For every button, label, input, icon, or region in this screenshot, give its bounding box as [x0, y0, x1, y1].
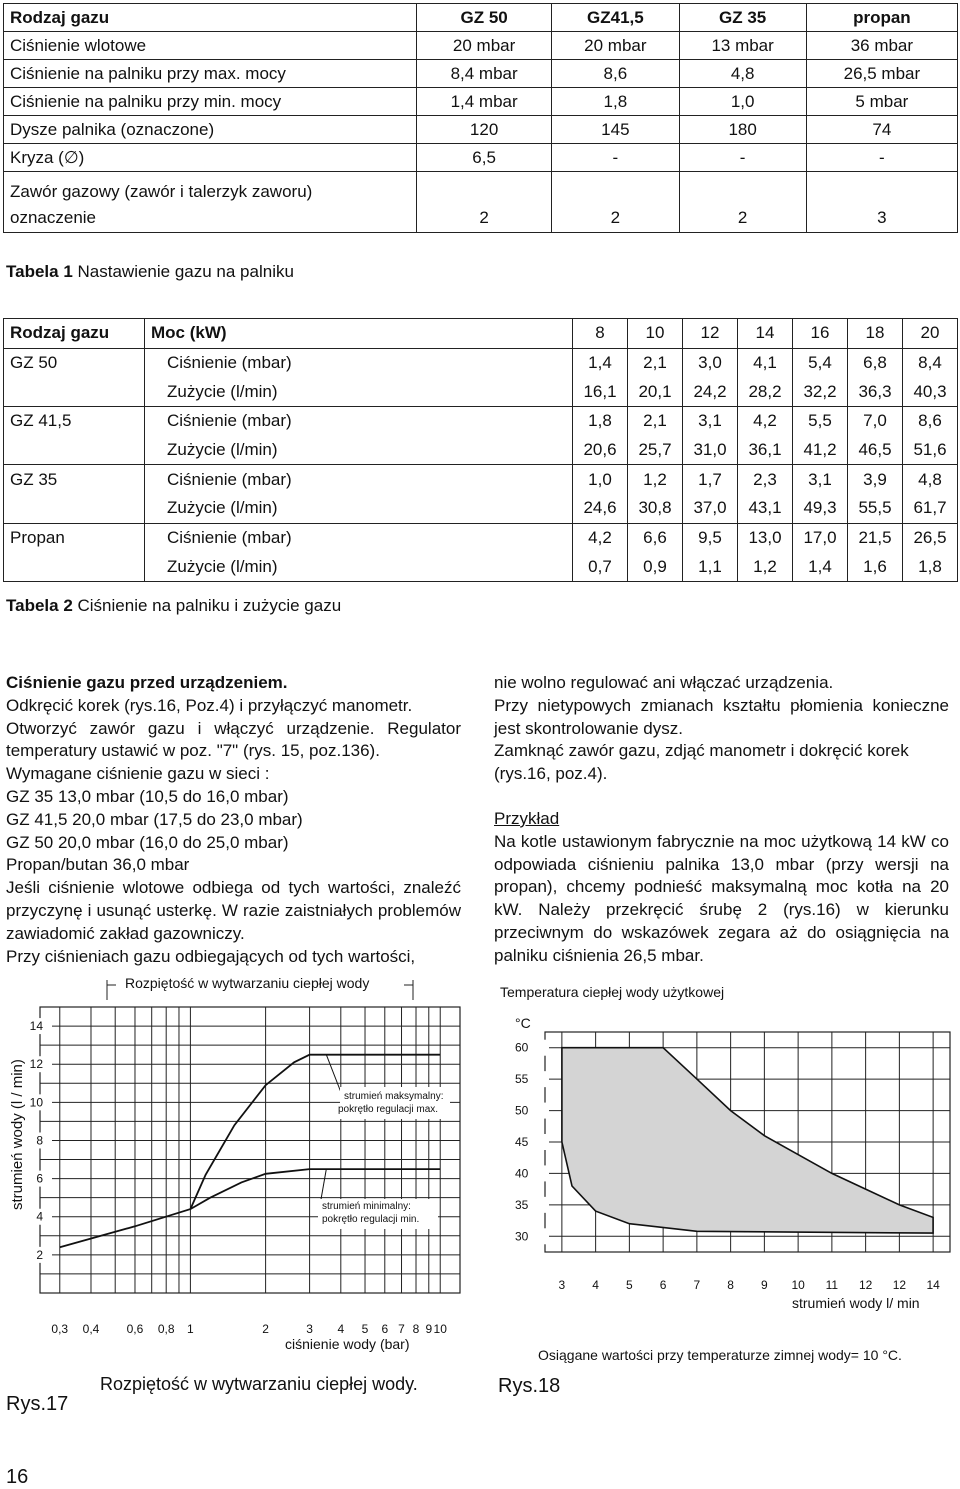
y-tick-label: 12	[29, 1057, 43, 1072]
table-cell: 4,8	[679, 60, 806, 88]
power-header: 8	[573, 319, 628, 349]
empty-cell	[4, 494, 145, 523]
table-cell: 37,0	[683, 494, 738, 523]
chart-title: Rozpiętość w wytwarzaniu ciepłej wody	[125, 975, 370, 991]
paragraph: Przy nietypowych zmianach kształtu płomienia konieczne jest skontrolowanie dysz.	[494, 695, 949, 738]
x-tick-label: 10	[433, 1322, 447, 1336]
table-cell: 3,1	[683, 407, 738, 436]
x-tick-label: 5	[626, 1278, 633, 1292]
table-cell: 2	[679, 172, 806, 233]
paragraph: nie wolno regulować ani włączać urządzenia.	[494, 673, 834, 692]
y-tick-label: 8	[36, 1133, 43, 1148]
temperature-range-area	[562, 1048, 933, 1233]
page-number: 16	[6, 1466, 29, 1488]
paragraph: GZ 35 13,0 mbar (10,5 do 16,0 mbar)	[6, 786, 289, 806]
gas-settings-table	[3, 3, 958, 233]
example-heading: Przykład	[494, 808, 560, 828]
table-cell: 36,1	[738, 436, 793, 465]
x-tick-label: 7	[398, 1322, 405, 1336]
table-cell: 46,5	[848, 436, 903, 465]
table-row	[4, 60, 958, 88]
x-tick-label: 0,4	[82, 1322, 100, 1336]
x-tick-label: 3	[558, 1278, 566, 1292]
y-tick-label: 35	[515, 1197, 529, 1212]
table-cell: 24,2	[683, 377, 738, 406]
row-label: Ciśnienie (mbar)	[167, 353, 292, 373]
paragraph: Odkręcić korek (rys.16, Poz.4) i przyłączyć manometr.	[6, 695, 413, 715]
table-cell: 1,1	[683, 553, 738, 582]
table-cell: 8,6	[552, 60, 679, 88]
row-label: Dysze palnika (oznaczone)	[4, 116, 417, 144]
y-tick-label: 45	[515, 1135, 529, 1149]
caption-label: Tabela 2	[6, 596, 73, 615]
x-tick-label: 14	[926, 1278, 940, 1292]
table-cell: 30,8	[628, 494, 683, 523]
hot-water-temperature-chart	[485, 970, 960, 1370]
x-tick-label: 8	[727, 1278, 734, 1292]
chart-note: Osiągane wartości przy temperaturze zimnej wody= 10 °C.	[538, 1347, 902, 1363]
y-tick-label: 50	[515, 1103, 529, 1118]
table-row	[4, 436, 958, 465]
table-cell: 4,2	[738, 407, 793, 436]
table-cell: 32,2	[793, 377, 848, 406]
table-cell: 20,1	[628, 377, 683, 406]
x-tick-label: 4	[592, 1278, 599, 1292]
table-cell: 0,7	[573, 553, 628, 582]
table-cell: 9,5	[683, 523, 738, 552]
power-header: 12	[683, 319, 738, 349]
column-header: propan	[806, 4, 957, 32]
table-row	[4, 172, 958, 233]
label-leader	[326, 1055, 342, 1095]
empty-cell	[4, 436, 145, 465]
column-header-power: Moc (kW)	[145, 319, 573, 349]
row-label	[4, 172, 417, 233]
x-tick-label: 2	[262, 1322, 269, 1336]
table-cell: 55,5	[848, 494, 903, 523]
x-axis-label: strumień wody l/ min	[792, 1295, 920, 1311]
power-header: 18	[848, 319, 903, 349]
unit-label: °C	[515, 1015, 531, 1031]
caption-label: Tabela 1	[6, 262, 73, 281]
table-cell: 4,1	[738, 348, 793, 377]
column-header: GZ 35	[679, 4, 806, 32]
row-label: Ciśnienie (mbar)	[145, 407, 573, 436]
gas-type-cell: GZ 41,5	[4, 407, 145, 436]
table-cell: 36 mbar	[806, 32, 957, 60]
y-tick-label: 6	[36, 1171, 43, 1186]
paragraph: GZ 41,5 20,0 mbar (17,5 do 23,0 mbar)	[6, 809, 303, 829]
table-cell: 1,7	[683, 465, 738, 494]
text-column-left	[6, 672, 461, 968]
x-tick-label: 7	[693, 1278, 701, 1292]
table-header-row	[4, 4, 958, 32]
table2-caption	[6, 596, 341, 616]
row-label: Ciśnienie wlotowe	[4, 32, 417, 60]
table-cell: 40,3	[903, 377, 958, 406]
x-tick-label: 6	[659, 1278, 667, 1292]
table-cell: 4,2	[573, 523, 628, 552]
table-cell: 8,6	[903, 407, 958, 436]
x-tick-label: 12	[892, 1278, 907, 1292]
paragraph: Przy ciśnieniach gazu odbiegających od tych wartości,	[6, 946, 416, 966]
table-cell: 1,8	[903, 553, 958, 582]
table-cell: 13,0	[738, 523, 793, 552]
table1-caption	[6, 262, 294, 282]
table-row	[4, 348, 958, 377]
x-tick-label: 3	[306, 1322, 313, 1336]
x-tick-label: 4	[337, 1322, 345, 1336]
table-cell: 8,4	[903, 348, 958, 377]
table-header-row	[4, 319, 958, 349]
y-tick-label: 40	[515, 1166, 529, 1181]
table-row	[4, 407, 958, 436]
table-row	[4, 32, 958, 60]
empty-cell	[4, 377, 145, 406]
series-label-max: strumień maksymalny:	[344, 1091, 444, 1102]
row-label: Zużycie (l/min)	[167, 381, 278, 401]
table-cell: 1,8	[552, 88, 679, 116]
table-cell: 26,5	[903, 523, 958, 552]
power-header: 10	[628, 319, 683, 349]
table-cell: 2	[552, 172, 679, 233]
table-cell: -	[806, 144, 957, 172]
table-cell: 8,4 mbar	[417, 60, 552, 88]
table-cell: 7,0	[848, 407, 903, 436]
row-label: Ciśnienie na palniku przy min. mocy	[4, 88, 417, 116]
table-cell: -	[552, 144, 679, 172]
example-text: Na kotle ustawionym fabrycznie na moc użytkową 14 kW co odpowiada ciśnieniu palnika 13,0 mbar (przy wersji na propan), chcemy podnieść maksymalną moc kotła na 20 kW. Należy przekręcić śrubę 2 (rys.16) w kierunku przeciwnym do wskazówek zegara aż do osiągnięcia na palniku ciśnienia 26,5 mbar.	[494, 831, 949, 965]
table-cell: 17,0	[793, 523, 848, 552]
column-header: GZ 50	[417, 4, 552, 32]
table-cell: 13 mbar	[679, 32, 806, 60]
table-cell: 16,1	[573, 377, 628, 406]
table-cell: 3,0	[683, 348, 738, 377]
table-cell: 1,0	[573, 465, 628, 494]
x-tick-label: 11	[825, 1278, 839, 1292]
table-cell: 3,9	[848, 465, 903, 494]
y-tick-label: 14	[29, 1019, 43, 1034]
y-tick-label: 30	[515, 1229, 529, 1244]
gas-type-cell: GZ 35	[4, 465, 145, 494]
text-column-right	[494, 672, 949, 968]
row-label: Zużycie (l/min)	[167, 440, 278, 460]
table-cell: 1,8	[573, 407, 628, 436]
table-cell: 1,4 mbar	[417, 88, 552, 116]
table-row	[4, 116, 958, 144]
y-tick-label: 10	[29, 1095, 43, 1110]
table-cell: 6,5	[417, 144, 552, 172]
table-cell: 21,5	[848, 523, 903, 552]
y-tick-label: 60	[515, 1040, 529, 1055]
gas-type-cell: Propan	[4, 523, 145, 552]
table-row	[4, 377, 958, 406]
table-cell: 1,4	[573, 348, 628, 377]
paragraph: Jeśli ciśnienie wlotowe odbiega od tych wartości, znaleźć przyczynę i usunąć usterkę. W razie zaistniałych problemów zawiadomić zakład gazowniczy.	[6, 878, 461, 943]
table-cell: 2,1	[628, 348, 683, 377]
y-tick-label: 55	[515, 1072, 529, 1087]
table-cell: 20 mbar	[552, 32, 679, 60]
table-cell: 120	[417, 116, 552, 144]
row-label: Zużycie (l/min)	[167, 498, 278, 518]
caption-text: Ciśnienie na palniku i zużycie gazu	[72, 596, 342, 615]
table-row	[4, 553, 958, 582]
table-cell: 49,3	[793, 494, 848, 523]
table-cell: 6,8	[848, 348, 903, 377]
table-row	[4, 144, 958, 172]
table-cell: 43,1	[738, 494, 793, 523]
table-cell: 1,4	[793, 553, 848, 582]
table-cell: 6,6	[628, 523, 683, 552]
row-label: Ciśnienie (mbar)	[145, 465, 573, 494]
column-header: Rodzaj gazu	[4, 4, 417, 32]
row-label: Kryza (∅)	[4, 144, 417, 172]
empty-cell	[4, 553, 145, 582]
table-cell: 3,1	[793, 465, 848, 494]
x-tick-label: 0,8	[157, 1322, 175, 1336]
table-cell: 2,1	[628, 407, 683, 436]
table-cell: 74	[806, 116, 957, 144]
table-cell: 4,8	[903, 465, 958, 494]
x-tick-label: 9	[425, 1322, 433, 1336]
table-cell: 1,2	[628, 465, 683, 494]
series-line-max	[190, 1055, 440, 1209]
caption-text: Nastawienie gazu na palniku	[72, 262, 294, 281]
table-cell: 1,2	[738, 553, 793, 582]
power-header: 14	[738, 319, 793, 349]
row-label-line: Zawór gazowy (zawór i talerzyk zaworu)	[10, 182, 313, 201]
table-cell: 180	[679, 116, 806, 144]
paragraph: Otworzyć zawór gazu i włączyć urządzenie. Regulator temperatury ustawić w poz. "7" (rys. 15, poz.136).	[6, 718, 461, 761]
x-tick-label: 10	[791, 1278, 805, 1292]
table-cell: 28,2	[738, 377, 793, 406]
table-cell: 145	[552, 116, 679, 144]
figure17-caption: Rozpiętość w wytwarzaniu ciepłej wody.	[100, 1374, 418, 1394]
table-cell: 2	[417, 172, 552, 233]
paragraph: Wymagane ciśnienie gazu w sieci :	[6, 764, 270, 784]
table-cell: 20 mbar	[417, 32, 552, 60]
x-tick-label: 0,3	[51, 1322, 69, 1336]
paragraph: Zamknąć zawór gazu, zdjąć manometr i dokręcić korek (rys.16, poz.4).	[494, 741, 909, 784]
table-cell: 1,6	[848, 553, 903, 582]
water-flow-range-chart	[0, 965, 475, 1365]
figure17-label: Rys.17	[6, 1393, 69, 1415]
plot-frame	[40, 1007, 460, 1293]
table-cell: 25,7	[628, 436, 683, 465]
pressure-consumption-table	[3, 318, 958, 582]
row-label: Ciśnienie (mbar)	[145, 523, 573, 552]
figure18-label: Rys.18	[498, 1375, 561, 1397]
table-cell: 61,7	[903, 494, 958, 523]
table-row	[4, 494, 958, 523]
table-cell: 5,5	[793, 407, 848, 436]
table-cell: 20,6	[573, 436, 628, 465]
table-row	[4, 88, 958, 116]
table-row	[4, 523, 958, 552]
paragraph: GZ 50 20,0 mbar (16,0 do 25,0 mbar)	[6, 832, 289, 852]
table-cell: 2,3	[738, 465, 793, 494]
x-tick-label: 6	[381, 1322, 389, 1336]
table-cell: 5 mbar	[806, 88, 957, 116]
table-row	[4, 465, 958, 494]
table-cell: 3	[806, 172, 957, 233]
y-axis-label: strumień wody (l / min)	[9, 1059, 26, 1210]
section-heading: Ciśnienie gazu przed urządzeniem.	[6, 673, 288, 692]
y-tick-label: 4	[36, 1209, 43, 1224]
row-label-line: oznaczenie	[10, 208, 97, 227]
x-tick-label: 5	[361, 1322, 369, 1336]
gas-type-cell: GZ 50	[4, 348, 145, 377]
table-cell: 26,5 mbar	[806, 60, 957, 88]
x-tick-label: 1	[187, 1322, 194, 1336]
table-cell: 5,4	[793, 348, 848, 377]
y-tick-label: 2	[36, 1247, 43, 1262]
x-tick-label: 9	[761, 1278, 768, 1292]
series-label-max-2: pokrętło regulacji max.	[338, 1104, 439, 1115]
table-cell: 31,0	[683, 436, 738, 465]
series-label-min-2: pokrętło regulacji min.	[322, 1214, 420, 1225]
x-tick-label: 12	[858, 1278, 873, 1292]
table-cell: 0,9	[628, 553, 683, 582]
chart-title: Temperatura ciepłej wody użytkowej	[500, 984, 725, 1000]
table-cell: 24,6	[573, 494, 628, 523]
column-header-gas: Rodzaj gazu	[4, 319, 145, 349]
row-label: Ciśnienie na palniku przy max. mocy	[4, 60, 417, 88]
series-label-min: strumień minimalny:	[322, 1201, 411, 1212]
table-cell: 41,2	[793, 436, 848, 465]
table-cell: 51,6	[903, 436, 958, 465]
power-header: 16	[793, 319, 848, 349]
x-tick-label: 0,6	[126, 1322, 144, 1336]
row-label: Zużycie (l/min)	[167, 556, 278, 576]
table-cell: 1,0	[679, 88, 806, 116]
x-tick-label: 8	[412, 1322, 420, 1336]
x-axis-label: ciśnienie wody (bar)	[285, 1336, 410, 1352]
table-cell: 36,3	[848, 377, 903, 406]
table-cell: -	[679, 144, 806, 172]
column-header: GZ41,5	[552, 4, 679, 32]
power-header: 20	[903, 319, 958, 349]
paragraph: Propan/butan 36,0 mbar	[6, 855, 190, 875]
